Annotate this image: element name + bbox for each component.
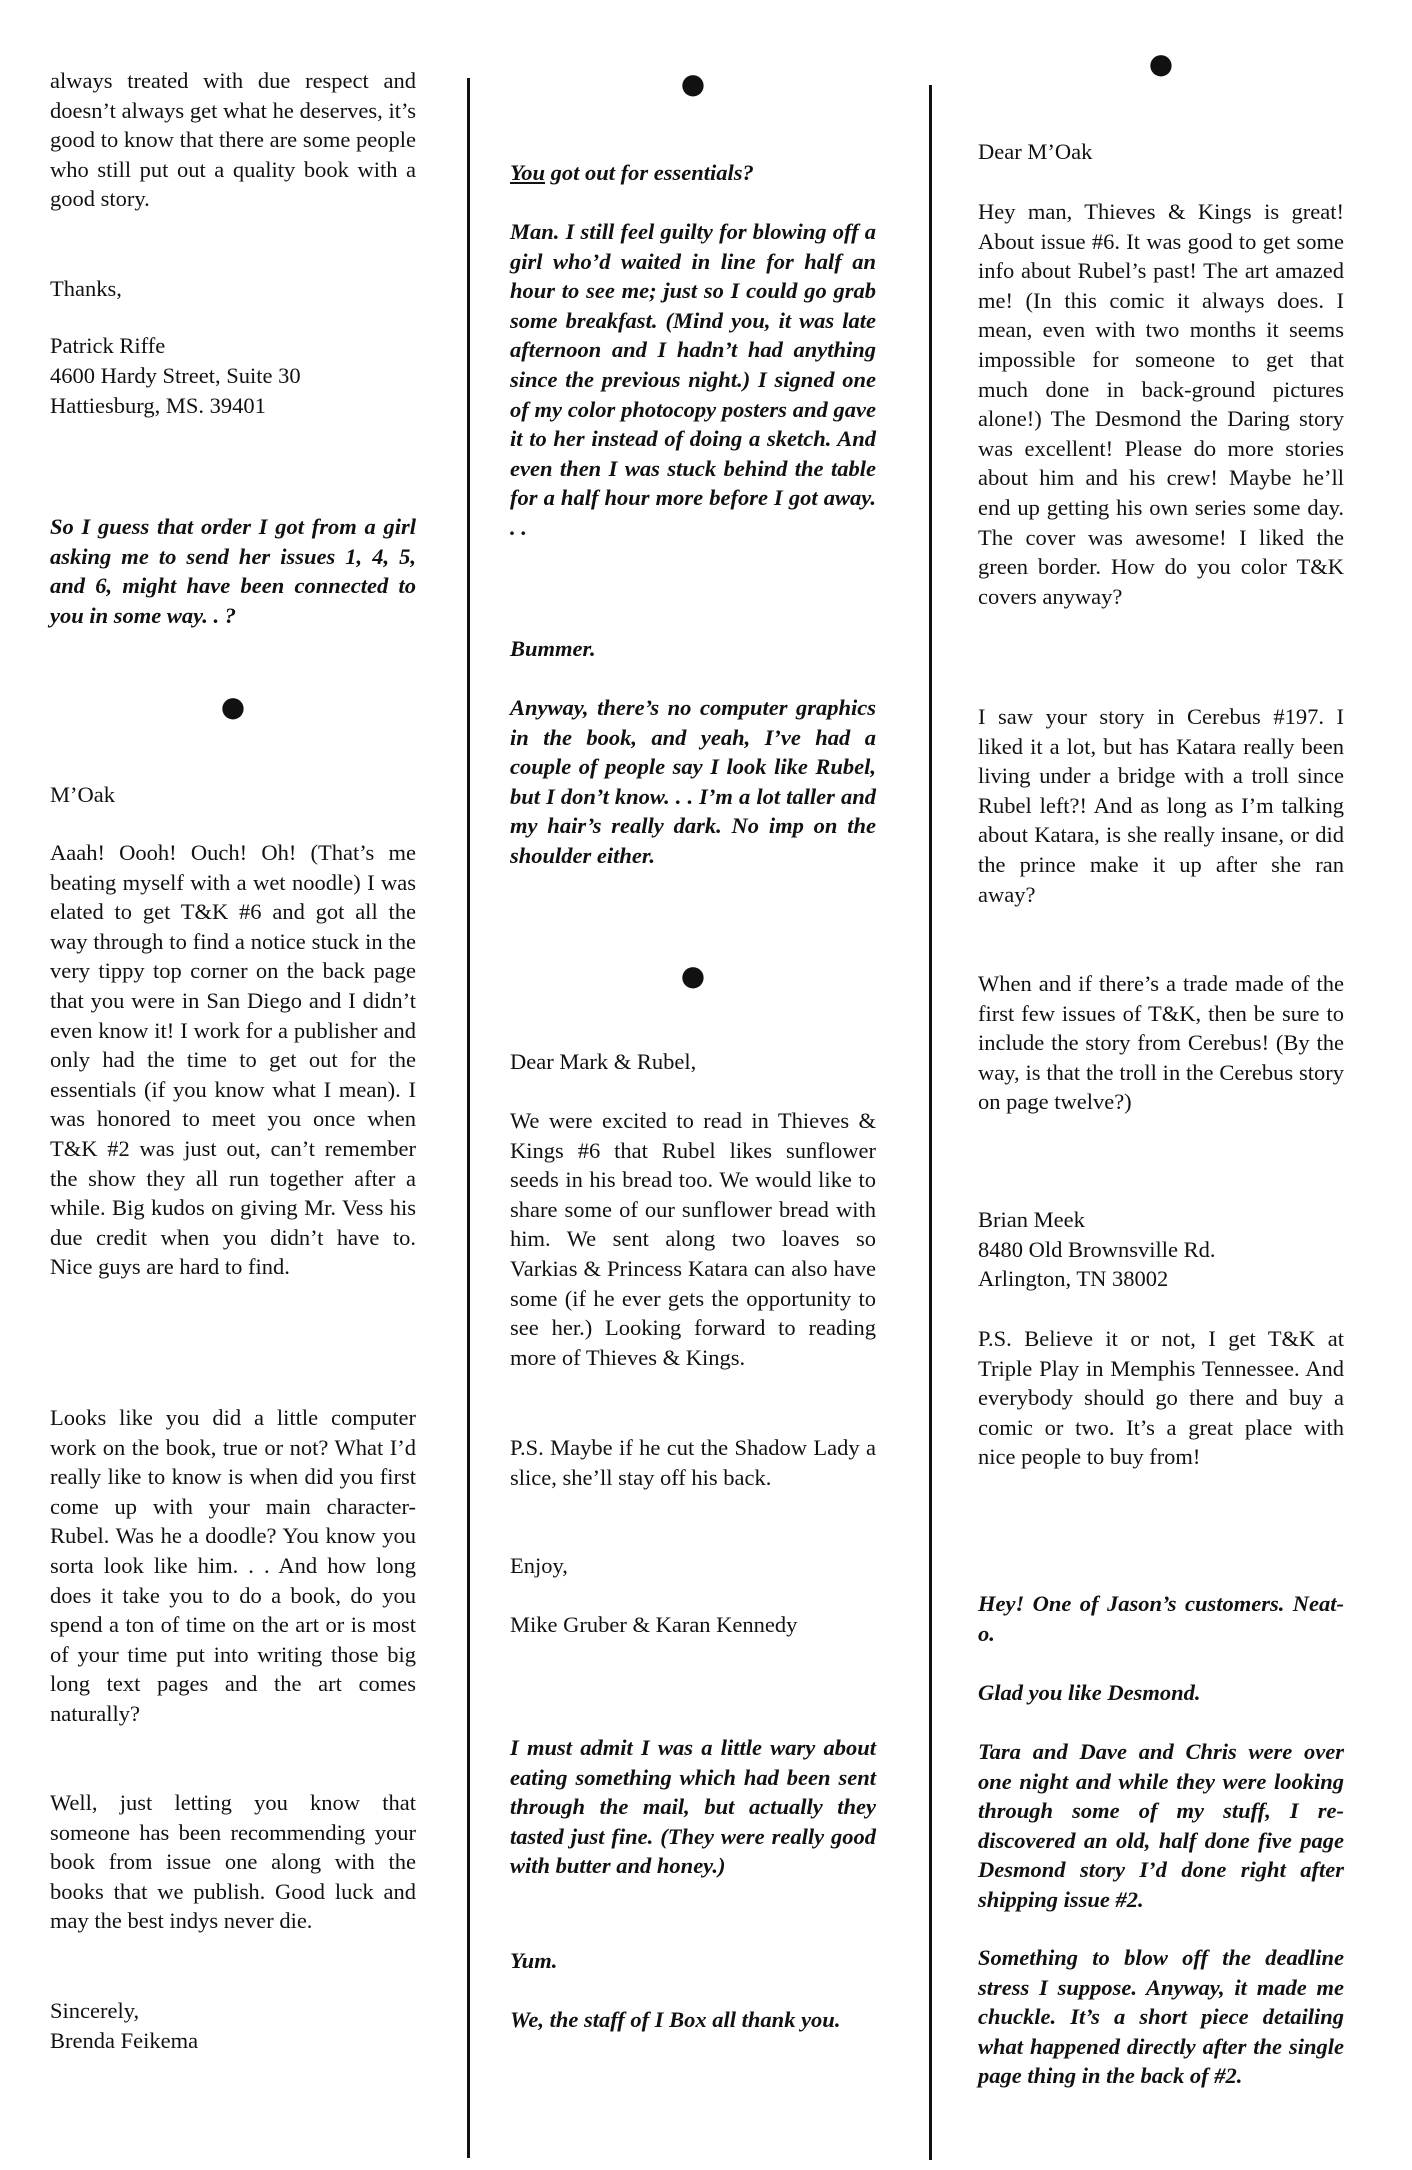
editor-reply: Something to blow off the deadline stress I suppose. Anyway, it made me chuckle. It’s a short piece detailing what happened directly after the single page thing in the back of #2. — [978, 1945, 1344, 2089]
editor-reply: Hey! One of Jason’s customers. Neat-o. — [978, 1591, 1344, 1646]
letter-paragraph: I saw your story in Cerebus #197. I liked it a lot, but has Katara really been living under a bridge with a troll since Rubel left?! And as long as I’m talking about Katara, is she really insane, or did the prince make it up after she ran away? — [978, 704, 1344, 907]
editor-reply: Bummer. — [510, 636, 596, 661]
letter-paragraph: Aaah! Oooh! Ouch! Oh! (That’s me beating myself with a wet noodle) I was elated to get T&K #6 and got all the way through to find a notice stuck in the very tippy top corner on the back page that you were in San Diego and I didn’t even know it! I work for a publisher and only had the time to get out for the essentials (if you know what I mean). I was honored to meet you once when T&K #2 was just out, can’t remember the show they all run together after a while. Big kudos on giving Mr. Vess his due credit when you didn’t have to. Nice guys are hard to find. — [50, 840, 416, 1280]
letter-salutation: M’Oak — [50, 782, 115, 807]
separator-bullet: ● — [1148, 47, 1174, 80]
letter-salutation: Dear M’Oak — [978, 139, 1093, 164]
editor-reply: So I guess that order I got from a girl asking me to send her issues 1, 4, 5, and 6, might have been connected to you in some way. . ? — [50, 514, 416, 628]
signer-name: Patrick Riffe — [50, 333, 166, 358]
letter-closing: Thanks, — [50, 276, 122, 301]
editor-reply: We, the staff of I Box all thank you. — [510, 2007, 841, 2032]
letter-paragraph: P.S. Believe it or not, I get T&K at Triple Play in Memphis Tennessee. And everybody should go there and buy a comic or two. It’s a great place with nice people to buy from! — [978, 1326, 1344, 1470]
signer-street: 8480 Old Brownsville Rd. — [978, 1237, 1216, 1262]
editor-reply: Yum. — [510, 1948, 558, 1973]
editor-reply: Tara and Dave and Chris were over one night and while they were looking through some of my stuff, I re-discovered an old, half done five page Desmond story I’d done right after shipping issue #2. — [978, 1739, 1344, 1912]
letter-paragraph: Hey man, Thieves & Kings is great! About issue #6. It was good to get some info about Rubel’s past! The art amazed me! (In this comic it always does. I mean, even with two months it seems impossible for someone to get that much done in back-ground pictures alone!) The Desmond the Daring story was excellent! Please do more stories about him and his crew! Maybe he’ll end up getting his own series some day. The cover was awesome! I liked the green border. How do you color T&K covers anyway? — [978, 199, 1344, 609]
signer-name: Brian Meek — [978, 1207, 1085, 1232]
separator-bullet: ● — [220, 690, 246, 723]
letter-paragraph: We were excited to read in Thieves & Kings #6 that Rubel likes sunflower seeds in his bread too. We would like to share some of our sunflower bread with him. We sent along two loaves so Varkias & Princess Katara can also have some (if he ever gets the opportunity to see her.) Looking forward to reading more of Thieves & Kings. — [510, 1108, 876, 1370]
letter-salutation: Dear Mark & Rubel, — [510, 1049, 697, 1074]
editor-reply: Anyway, there’s no computer graphics in the book, and yeah, I’ve had a couple of people say I look like Rubel, but I don’t know. . . I’m a lot taller and my hair’s really dark. No imp on the shoulder either. — [510, 695, 876, 868]
signer-city: Arlington, TN 38002 — [978, 1266, 1169, 1291]
letter-paragraph: When and if there’s a trade made of the first few issues of T&K, then be sure to include the story from Cerebus! (By the way, is that the troll in the Cerebus story on page twelve?) — [978, 971, 1344, 1115]
signer-name: Brenda Feikema — [50, 2028, 199, 2053]
letter-signoff: Enjoy, — [510, 1553, 568, 1578]
editor-reply-question — [510, 158, 876, 188]
separator-bullet: ● — [680, 959, 706, 992]
editor-reply: I must admit I was a little wary about eating something which had been sent through the mail, but actually they tasted just fine. (They were really good with butter and honey.) — [510, 1735, 876, 1879]
letter-paragraph: Looks like you did a little computer work on the book, true or not? What I’d really like to know is when did you first come up with your main character-Rubel. Was he a doodle? You know you sorta look like him. . . And how long does it take you to do a book, do you spend a ton of time on the art or is most of your time put into writing those big long text pages and the art comes naturally? — [50, 1405, 416, 1726]
reply-question-rest: got out for essentials? — [545, 160, 754, 185]
letter-signoff: Sincerely, — [50, 1998, 140, 2023]
separator-bullet: ● — [680, 67, 706, 100]
editor-reply: Glad you like Desmond. — [978, 1680, 1201, 1705]
letter-paragraph: P.S. Maybe if he cut the Shadow Lady a slice, she’ll stay off his back. — [510, 1435, 876, 1490]
letter-intro-text: always treated with due respect and doesn’t always get what he deserves, it’s good to know that there are some people who still put out a quality book with a good story. — [50, 68, 416, 212]
signer-city: Hattiesburg, MS. 39401 — [50, 393, 266, 418]
emphasis-word: You — [510, 160, 546, 185]
letter-paragraph: Well, just letting you know that someone has been recommending your book from issue one along with the books that we publish. Good luck and may the best indys never die. — [50, 1790, 416, 1934]
column-divider-left — [467, 78, 470, 2158]
signer-names: Mike Gruber & Karan Kennedy — [510, 1612, 798, 1637]
editor-reply: Man. I still feel guilty for blowing off a girl who’d waited in line for half an hour to see me; just so I could go grab some breakfast. (Mind you, it was late afternoon and I hadn’t had anything since the previous night.) I signed one of my color photocopy posters and gave it to her instead of doing a sketch. And even then I was stuck behind the table for a half hour more before I got away. . . — [510, 219, 876, 540]
signer-street: 4600 Hardy Street, Suite 30 — [50, 363, 301, 388]
column-divider-right — [929, 85, 932, 2160]
